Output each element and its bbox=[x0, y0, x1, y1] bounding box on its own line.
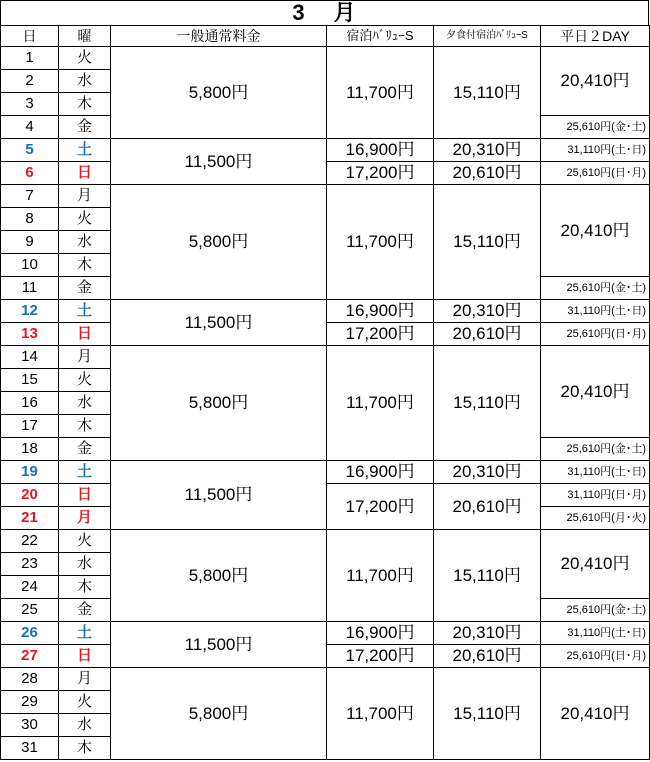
day-number: 13 bbox=[1, 323, 59, 346]
weekday-label: 金 bbox=[59, 599, 111, 622]
twoday-note: 25,610円(金･土) bbox=[541, 438, 650, 461]
sat-dinner-price: 20,310円 bbox=[434, 300, 541, 323]
day-number: 5 bbox=[1, 139, 59, 162]
day-number: 30 bbox=[1, 714, 59, 737]
weekday-label: 水 bbox=[59, 714, 111, 737]
twoday-price: 20,410円 bbox=[541, 530, 650, 599]
dinner-value-s-price: 15,110円 bbox=[434, 185, 541, 300]
table-row bbox=[1, 668, 650, 691]
twoday-price: 20,410円 bbox=[541, 346, 650, 438]
dinner-value-s-price: 15,110円 bbox=[434, 530, 541, 622]
weekday-label: 火 bbox=[59, 47, 111, 70]
day-number: 23 bbox=[1, 553, 59, 576]
twoday-note: 31,110円(土･日) bbox=[541, 461, 650, 484]
twoday-price: 20,410円 bbox=[541, 47, 650, 116]
day-number: 27 bbox=[1, 645, 59, 668]
header-dinner-value-s: 夕食付宿泊ﾊﾞﾘｭｰS bbox=[434, 26, 541, 47]
day-number: 21 bbox=[1, 507, 59, 530]
general-price: 5,800円 bbox=[111, 530, 327, 622]
weekday-label: 日 bbox=[59, 323, 111, 346]
day-number: 17 bbox=[1, 415, 59, 438]
day-number: 12 bbox=[1, 300, 59, 323]
general-price: 5,800円 bbox=[111, 185, 327, 300]
sat-value-s-price: 16,900円 bbox=[327, 622, 434, 645]
general-price: 5,800円 bbox=[111, 47, 327, 139]
weekend-general-price: 11,500円 bbox=[111, 139, 327, 185]
table-row bbox=[1, 622, 650, 645]
day-number: 8 bbox=[1, 208, 59, 231]
weekday-label: 土 bbox=[59, 139, 111, 162]
day-number: 26 bbox=[1, 622, 59, 645]
sat-dinner-price: 20,310円 bbox=[434, 461, 541, 484]
table-row bbox=[1, 530, 650, 553]
weekday-label: 火 bbox=[59, 691, 111, 714]
weekday-label: 水 bbox=[59, 392, 111, 415]
weekday-label: 金 bbox=[59, 277, 111, 300]
twoday-note: 31,110円(日･月) bbox=[541, 484, 650, 507]
table-row bbox=[1, 47, 650, 70]
day-number: 2 bbox=[1, 70, 59, 93]
weekday-label: 木 bbox=[59, 576, 111, 599]
day-number: 14 bbox=[1, 346, 59, 369]
sat-value-s-price: 16,900円 bbox=[327, 139, 434, 162]
weekend-general-price: 11,500円 bbox=[111, 622, 327, 668]
day-number: 28 bbox=[1, 668, 59, 691]
twoday-note: 25,610円(日･月) bbox=[541, 645, 650, 668]
month-number: 3 bbox=[292, 0, 306, 25]
weekday-label: 金 bbox=[59, 438, 111, 461]
general-price: 5,800円 bbox=[111, 668, 327, 760]
twoday-note: 25,610円(日･月) bbox=[541, 323, 650, 346]
value-s-price: 11,700円 bbox=[327, 185, 434, 300]
day-number: 20 bbox=[1, 484, 59, 507]
table-row bbox=[1, 185, 650, 208]
weekday-label: 土 bbox=[59, 622, 111, 645]
twoday-price: 20,410円 bbox=[541, 668, 650, 760]
twoday-note: 25,610円(月･火) bbox=[541, 507, 650, 530]
day-number: 4 bbox=[1, 116, 59, 139]
value-s-price: 11,700円 bbox=[327, 530, 434, 622]
day-number: 11 bbox=[1, 277, 59, 300]
sun-dinner-price: 20,610円 bbox=[434, 323, 541, 346]
weekday-label: 月 bbox=[59, 507, 111, 530]
twoday-note: 25,610円(金･土) bbox=[541, 116, 650, 139]
value-s-price: 11,700円 bbox=[327, 346, 434, 461]
twoday-note: 25,610円(日･月) bbox=[541, 162, 650, 185]
dinner-value-s-price: 15,110円 bbox=[434, 47, 541, 139]
sun-value-s-price: 17,200円 bbox=[327, 323, 434, 346]
table-row bbox=[1, 461, 650, 484]
weekday-label: 日 bbox=[59, 484, 111, 507]
sun-dinner-price: 20,610円 bbox=[434, 484, 541, 530]
sat-value-s-price: 16,900円 bbox=[327, 300, 434, 323]
header-day: 日 bbox=[1, 26, 59, 47]
value-s-price: 11,700円 bbox=[327, 47, 434, 139]
day-number: 15 bbox=[1, 369, 59, 392]
table-row bbox=[1, 346, 650, 369]
sun-value-s-price: 17,200円 bbox=[327, 162, 434, 185]
day-number: 3 bbox=[1, 93, 59, 116]
sun-value-s-price: 17,200円 bbox=[327, 645, 434, 668]
sat-dinner-price: 20,310円 bbox=[434, 622, 541, 645]
sun-value-s-price: 17,200円 bbox=[327, 484, 434, 530]
twoday-note: 25,610円(金･土) bbox=[541, 599, 650, 622]
weekday-label: 土 bbox=[59, 461, 111, 484]
sun-dinner-price: 20,610円 bbox=[434, 645, 541, 668]
twoday-note: 31,110円(土･日) bbox=[541, 300, 650, 323]
general-price: 5,800円 bbox=[111, 346, 327, 461]
weekday-label: 木 bbox=[59, 415, 111, 438]
twoday-note: 31,110円(土･日) bbox=[541, 139, 650, 162]
day-number: 19 bbox=[1, 461, 59, 484]
day-number: 18 bbox=[1, 438, 59, 461]
day-number: 22 bbox=[1, 530, 59, 553]
weekday-label: 木 bbox=[59, 737, 111, 760]
sat-value-s-price: 16,900円 bbox=[327, 461, 434, 484]
header-value-s: 宿泊ﾊﾞﾘｭｰS bbox=[327, 26, 434, 47]
weekday-label: 木 bbox=[59, 93, 111, 116]
day-number: 31 bbox=[1, 737, 59, 760]
day-number: 10 bbox=[1, 254, 59, 277]
sun-dinner-price: 20,610円 bbox=[434, 162, 541, 185]
day-number: 16 bbox=[1, 392, 59, 415]
weekday-label: 金 bbox=[59, 116, 111, 139]
day-number: 6 bbox=[1, 162, 59, 185]
header-row bbox=[1, 26, 650, 47]
weekday-label: 月 bbox=[59, 346, 111, 369]
month-title bbox=[0, 0, 649, 26]
table-row bbox=[1, 139, 650, 162]
sat-dinner-price: 20,310円 bbox=[434, 139, 541, 162]
header-general: 一般通常料金 bbox=[111, 26, 327, 47]
day-number: 24 bbox=[1, 576, 59, 599]
weekday-label: 火 bbox=[59, 208, 111, 231]
weekday-label: 火 bbox=[59, 369, 111, 392]
table-row bbox=[1, 300, 650, 323]
value-s-price: 11,700円 bbox=[327, 668, 434, 760]
day-number: 9 bbox=[1, 231, 59, 254]
weekday-label: 月 bbox=[59, 668, 111, 691]
twoday-note: 25,610円(金･土) bbox=[541, 277, 650, 300]
header-weekday: 曜 bbox=[59, 26, 111, 47]
weekday-label: 月 bbox=[59, 185, 111, 208]
header-weekday-2day: 平日２DAY bbox=[541, 26, 650, 47]
day-number: 1 bbox=[1, 47, 59, 70]
month-kanji: 月 bbox=[333, 0, 357, 25]
weekend-general-price: 11,500円 bbox=[111, 461, 327, 530]
weekday-label: 日 bbox=[59, 162, 111, 185]
weekend-general-price: 11,500円 bbox=[111, 300, 327, 346]
weekday-label: 木 bbox=[59, 254, 111, 277]
weekday-label: 土 bbox=[59, 300, 111, 323]
dinner-value-s-price: 15,110円 bbox=[434, 668, 541, 760]
weekday-label: 火 bbox=[59, 530, 111, 553]
twoday-price: 20,410円 bbox=[541, 185, 650, 277]
weekday-label: 日 bbox=[59, 645, 111, 668]
weekday-label: 水 bbox=[59, 553, 111, 576]
day-number: 25 bbox=[1, 599, 59, 622]
day-number: 29 bbox=[1, 691, 59, 714]
weekday-label: 水 bbox=[59, 231, 111, 254]
price-table bbox=[0, 25, 650, 760]
weekday-label: 水 bbox=[59, 70, 111, 93]
dinner-value-s-price: 15,110円 bbox=[434, 346, 541, 461]
day-number: 7 bbox=[1, 185, 59, 208]
twoday-note: 31,110円(土･日) bbox=[541, 622, 650, 645]
